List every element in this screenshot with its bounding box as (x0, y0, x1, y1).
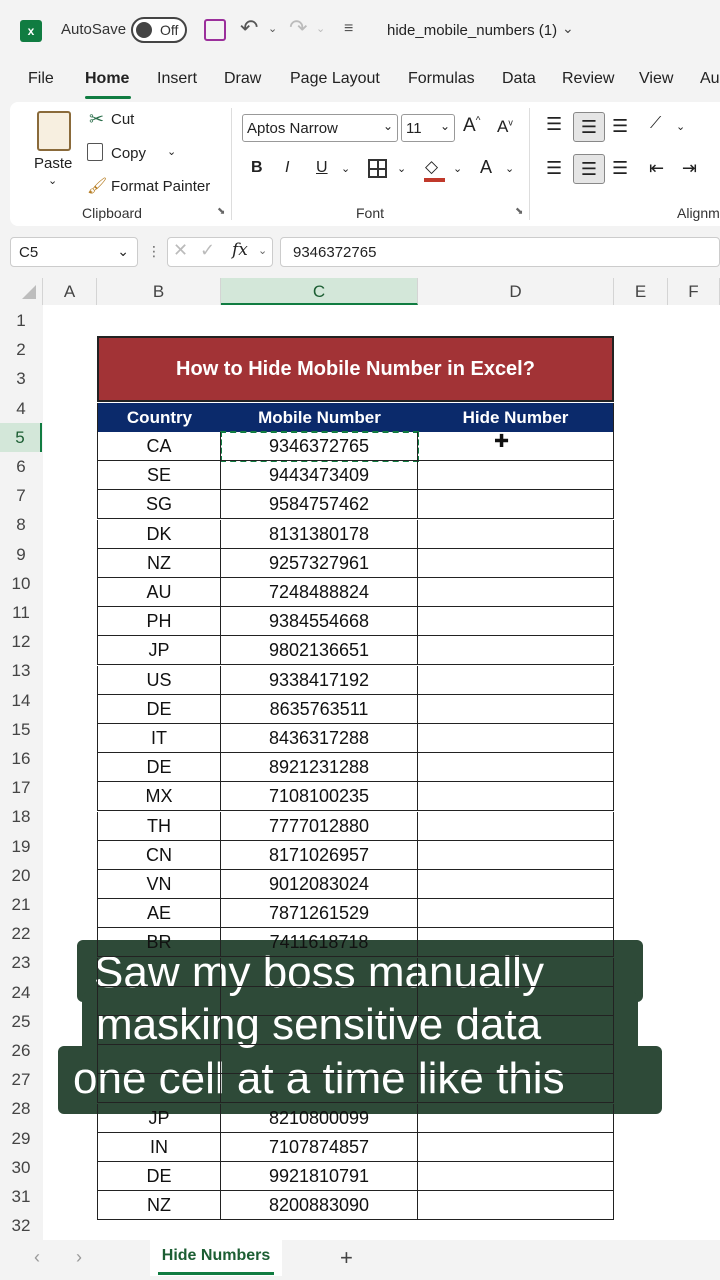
hide-number-cell[interactable] (418, 724, 614, 753)
country-cell[interactable]: TH (97, 812, 221, 841)
redo-dropdown-icon[interactable]: ⌄ (316, 23, 326, 35)
decrease-font-icon[interactable]: $A^v$ (497, 117, 513, 136)
row-header-29[interactable]: 29 (0, 1124, 42, 1153)
row-header-23[interactable]: 23 (0, 948, 42, 977)
increase-indent-icon[interactable]: ⇥ (682, 158, 698, 178)
underline-dropdown-icon[interactable]: ⌄ (341, 163, 351, 175)
country-cell[interactable]: NZ (97, 1191, 221, 1220)
align-right-icon[interactable]: ☰ (612, 158, 629, 178)
mobile-number-cell[interactable]: 8210800099 (221, 1104, 418, 1133)
hide-number-cell[interactable] (418, 753, 614, 782)
column-header-e[interactable]: E (614, 278, 668, 305)
menu-data[interactable]: Data (502, 70, 536, 87)
add-sheet-button[interactable]: + (340, 1245, 353, 1270)
bold-button[interactable]: B (251, 159, 263, 176)
mobile-number-cell[interactable]: 8436317288 (221, 724, 418, 753)
mobile-number-cell[interactable] (221, 1074, 418, 1103)
country-cell[interactable]: MX (97, 782, 221, 811)
cut-button[interactable]: Cut (111, 111, 135, 128)
menu-insert[interactable]: Insert (157, 70, 198, 87)
insert-function-button[interactable]: fx (232, 240, 248, 260)
column-header-d[interactable]: D (418, 278, 614, 305)
clipboard-launcher-icon[interactable]: ⬊ (217, 206, 226, 217)
country-cell[interactable]: VN (97, 870, 221, 899)
hide-number-cell[interactable] (418, 1074, 614, 1103)
row-header-28[interactable]: 28 (0, 1094, 42, 1123)
cancel-icon[interactable]: ✕ (173, 240, 189, 260)
undo-dropdown-icon[interactable]: ⌄ (268, 23, 278, 35)
column-header-a[interactable]: A (43, 278, 97, 305)
country-cell[interactable]: IT (97, 724, 221, 753)
row-header-14[interactable]: 14 (0, 686, 42, 715)
row-header-22[interactable]: 22 (0, 919, 42, 948)
align-top-icon[interactable]: ☰ (546, 114, 563, 134)
autosave-label: AutoSave (61, 21, 127, 38)
ribbon-divider (231, 108, 232, 220)
country-cell[interactable]: AE (97, 899, 221, 928)
menu-file[interactable]: File (28, 70, 54, 87)
active-tab-indicator (85, 96, 131, 99)
orientation-icon[interactable]: ⟋ (650, 115, 662, 132)
column-header-c[interactable]: C (221, 278, 418, 305)
header-hide-number[interactable]: Hide Number (418, 403, 614, 432)
format-painter-button[interactable]: Format Painter (111, 178, 211, 195)
header-country[interactable]: Country (97, 403, 221, 432)
hide-number-cell[interactable] (418, 1133, 614, 1162)
hide-number-cell[interactable] (418, 782, 614, 811)
row-header-8[interactable]: 8 (0, 510, 42, 539)
hide-number-cell[interactable] (418, 1016, 614, 1045)
country-cell[interactable] (97, 1016, 221, 1045)
paste-dropdown-icon[interactable]: ⌄ (48, 175, 58, 187)
country-cell[interactable]: US (97, 666, 221, 695)
ribbon-divider (529, 108, 530, 220)
sheet-tab-hide-numbers[interactable]: Hide Numbers (150, 1240, 282, 1276)
row-header-21[interactable]: 21 (0, 890, 42, 919)
mobile-number-cell[interactable] (221, 958, 418, 987)
country-cell[interactable]: JP (97, 636, 221, 665)
hide-number-cell[interactable] (418, 666, 614, 695)
hide-number-cell[interactable] (418, 958, 614, 987)
row-header-32[interactable]: 32 (0, 1211, 42, 1240)
mobile-number-cell[interactable]: 8200883090 (221, 1191, 418, 1220)
borders-dropdown-icon[interactable]: ⌄ (397, 163, 407, 175)
chevron-down-icon: ⌄ (382, 119, 393, 133)
mobile-number-cell[interactable]: 9443473409 (221, 461, 418, 490)
font-color-icon[interactable]: A (480, 157, 493, 177)
row-header-18[interactable]: 18 (0, 802, 42, 831)
borders-icon[interactable] (368, 159, 387, 178)
mobile-number-cell[interactable]: 9012083024 (221, 870, 418, 899)
mobile-number-cell[interactable] (221, 1016, 418, 1045)
mobile-number-cell[interactable] (221, 987, 418, 1016)
menu-review[interactable]: Review (562, 70, 615, 87)
row-header-13[interactable]: 13 (0, 656, 42, 685)
header-mobile-number[interactable]: Mobile Number (221, 403, 418, 432)
hide-number-cell[interactable] (418, 520, 614, 549)
redo-icon[interactable]: ↷ (289, 15, 308, 40)
row-header-12[interactable]: 12 (0, 627, 42, 656)
filename-chevron-icon[interactable]: ⌄ (562, 20, 574, 36)
autosave-toggle[interactable] (131, 17, 187, 43)
align-left-icon[interactable]: ☰ (546, 158, 563, 178)
cursor-plus-icon: ✚ (494, 431, 510, 451)
align-center-icon[interactable]: ☰ (573, 154, 605, 184)
menu-formulas[interactable]: Formulas (408, 70, 475, 87)
next-sheet-icon[interactable]: › (76, 1247, 82, 1267)
customize-toolbar-icon[interactable]: ≡ (344, 20, 354, 37)
row-header-16[interactable]: 16 (0, 744, 42, 773)
name-box-value: C5 (19, 244, 39, 261)
hide-number-cell[interactable] (418, 870, 614, 899)
confirm-icon[interactable]: ✓ (200, 240, 216, 260)
country-cell[interactable]: NZ (97, 549, 221, 578)
row-header-24[interactable]: 24 (0, 978, 42, 1007)
chevron-down-icon: ⌄ (117, 243, 129, 259)
scissors-icon[interactable]: ✂ (89, 109, 105, 129)
mobile-number-cell[interactable]: 8921231288 (221, 753, 418, 782)
caption-line-2: masking sensitive data (96, 1000, 542, 1049)
mobile-number-cell[interactable]: 9338417192 (221, 666, 418, 695)
hide-number-cell[interactable] (418, 432, 614, 461)
fill-color-icon[interactable]: ◇ (425, 157, 439, 176)
hide-number-cell[interactable] (418, 1104, 614, 1133)
row-header-31[interactable]: 31 (0, 1182, 42, 1211)
country-cell[interactable]: BR (97, 928, 221, 957)
mobile-number-cell[interactable]: 8635763511 (221, 695, 418, 724)
menu-au[interactable]: Au (700, 70, 720, 87)
increase-font-icon[interactable]: A^ (463, 115, 481, 136)
font-name-value: Aptos Narrow (247, 120, 338, 137)
row-header-30[interactable]: 30 (0, 1153, 42, 1182)
font-group-label: Font (356, 205, 385, 221)
autosave-state: Off (160, 22, 179, 38)
mobile-number-cell[interactable]: 8171026957 (221, 841, 418, 870)
name-box[interactable] (10, 237, 138, 267)
clipboard-group-label: Clipboard (82, 205, 142, 221)
font-color-dropdown-icon[interactable]: ⌄ (505, 163, 515, 175)
alignment-group-label: Alignm (677, 205, 720, 221)
font-name-select[interactable] (242, 114, 398, 142)
hide-number-cell[interactable] (418, 987, 614, 1016)
country-cell[interactable]: JP (97, 1104, 221, 1133)
country-cell[interactable]: DK (97, 520, 221, 549)
orientation-dropdown-icon[interactable]: ⌄ (676, 121, 686, 133)
paste-icon[interactable] (37, 111, 71, 151)
hide-number-cell[interactable] (418, 1045, 614, 1074)
row-header-4[interactable]: 4 (0, 394, 42, 423)
country-cell[interactable]: CA (97, 432, 221, 461)
row-header-2[interactable]: 2 (0, 335, 42, 364)
chevron-down-icon: ⌄ (439, 119, 450, 133)
paste-button[interactable]: Paste (34, 155, 73, 172)
country-cell[interactable]: DE (97, 753, 221, 782)
row-header-7[interactable]: 7 (0, 481, 42, 510)
mobile-number-cell[interactable]: 9384554668 (221, 607, 418, 636)
fx-dropdown-icon[interactable]: ⌄ (258, 245, 268, 257)
country-cell[interactable]: SG (97, 490, 221, 519)
mobile-number-cell[interactable]: 7108100235 (221, 782, 418, 811)
row-header-20[interactable]: 20 (0, 861, 42, 890)
hide-number-cell[interactable] (418, 549, 614, 578)
mobile-number-cell[interactable]: 7411618718 (221, 928, 418, 957)
file-name[interactable]: hide_mobile_numbers (1) (387, 22, 558, 39)
hide-number-cell[interactable] (418, 928, 614, 957)
more-options-icon[interactable]: ⋮ (147, 243, 161, 259)
mobile-number-cell[interactable]: 9257327961 (221, 549, 418, 578)
row-header-25[interactable]: 25 (0, 1007, 42, 1036)
mobile-number-cell[interactable] (221, 1045, 418, 1074)
hide-number-cell[interactable] (418, 461, 614, 490)
hide-number-cell[interactable] (418, 1162, 614, 1191)
select-all-icon (22, 285, 36, 299)
font-launcher-icon[interactable]: ⬊ (515, 206, 524, 217)
row-header-11[interactable]: 11 (0, 598, 42, 627)
toggle-knob (136, 22, 152, 38)
excel-logo-icon: x (20, 20, 42, 42)
font-size-value: 11 (406, 120, 422, 137)
row-header-6[interactable]: 6 (0, 452, 42, 481)
country-cell[interactable]: DE (97, 1162, 221, 1191)
country-cell[interactable]: DE (97, 695, 221, 724)
menu-home[interactable]: Home (85, 70, 130, 87)
country-cell[interactable]: PH (97, 607, 221, 636)
copy-dropdown-icon[interactable]: ⌄ (167, 146, 177, 158)
fill-color-swatch (424, 178, 445, 182)
decrease-indent-icon[interactable]: ⇤ (649, 158, 665, 178)
mobile-number-cell[interactable]: 7248488824 (221, 578, 418, 607)
active-sheet-indicator (158, 1272, 274, 1275)
font-size-select[interactable] (401, 114, 455, 142)
sheet-tabs-bar (0, 1240, 720, 1280)
country-cell[interactable] (97, 1074, 221, 1103)
row-header-9[interactable]: 9 (0, 540, 42, 569)
mobile-number-cell[interactable]: 9584757462 (221, 490, 418, 519)
country-cell[interactable] (97, 958, 221, 987)
menu-view[interactable]: View (639, 70, 674, 87)
align-bottom-icon[interactable]: ☰ (612, 116, 629, 136)
hide-number-cell[interactable] (418, 899, 614, 928)
mobile-number-cell[interactable]: 7777012880 (221, 812, 418, 841)
row-header-10[interactable]: 10 (0, 569, 42, 598)
country-cell[interactable]: IN (97, 1133, 221, 1162)
row-header-19[interactable]: 19 (0, 832, 42, 861)
mobile-number-cell[interactable]: 9921810791 (221, 1162, 418, 1191)
hide-number-cell[interactable] (418, 1191, 614, 1220)
mobile-number-cell[interactable]: 8131380178 (221, 520, 418, 549)
row-header-3[interactable]: 3 (0, 364, 42, 393)
align-middle-icon[interactable]: ☰ (573, 112, 605, 142)
caption-line-1: Saw my boss manually (94, 948, 544, 997)
row-header-27[interactable]: 27 (0, 1065, 42, 1094)
hide-number-cell[interactable] (418, 841, 614, 870)
column-header-f[interactable]: F (668, 278, 720, 305)
country-cell[interactable]: CN (97, 841, 221, 870)
country-cell[interactable] (97, 1045, 221, 1074)
mobile-number-cell[interactable]: 9802136651 (221, 636, 418, 665)
country-cell[interactable] (97, 987, 221, 1016)
menu-page-layout[interactable]: Page Layout (290, 70, 380, 87)
menu-draw[interactable]: Draw (224, 70, 262, 87)
undo-icon[interactable]: ↶ (240, 15, 259, 40)
mobile-number-cell[interactable]: 9346372765 (221, 432, 418, 461)
sheet-title[interactable]: How to Hide Mobile Number in Excel? (97, 336, 614, 402)
hide-number-cell[interactable] (418, 490, 614, 519)
hide-number-cell[interactable] (418, 578, 614, 607)
column-header-b[interactable]: B (97, 278, 221, 305)
country-cell[interactable]: AU (97, 578, 221, 607)
prev-sheet-icon[interactable]: ‹ (34, 1247, 40, 1267)
hide-number-cell[interactable] (418, 695, 614, 724)
row-header-1[interactable]: 1 (0, 306, 42, 335)
caption-line-3: one cell at a time like this (73, 1054, 565, 1103)
mobile-number-cell[interactable]: 7107874857 (221, 1133, 418, 1162)
row-header-17[interactable]: 17 (0, 773, 42, 802)
underline-button[interactable]: U (316, 159, 328, 176)
fill-dropdown-icon[interactable]: ⌄ (453, 163, 463, 175)
save-icon[interactable] (204, 19, 226, 41)
country-cell[interactable]: SE (97, 461, 221, 490)
formula-input[interactable]: 9346372765 (280, 237, 720, 267)
copy-icon[interactable] (87, 143, 103, 161)
row-header-5[interactable]: 5 (0, 423, 42, 452)
hide-number-cell[interactable] (418, 636, 614, 665)
format-painter-icon[interactable]: 🖌 (87, 178, 108, 195)
hide-number-cell[interactable] (418, 607, 614, 636)
mobile-number-cell[interactable]: 7871261529 (221, 899, 418, 928)
row-header-26[interactable]: 26 (0, 1036, 42, 1065)
row-header-15[interactable]: 15 (0, 715, 42, 744)
hide-number-cell[interactable] (418, 812, 614, 841)
italic-button[interactable]: I (285, 159, 290, 176)
copy-button[interactable]: Copy (111, 145, 147, 162)
